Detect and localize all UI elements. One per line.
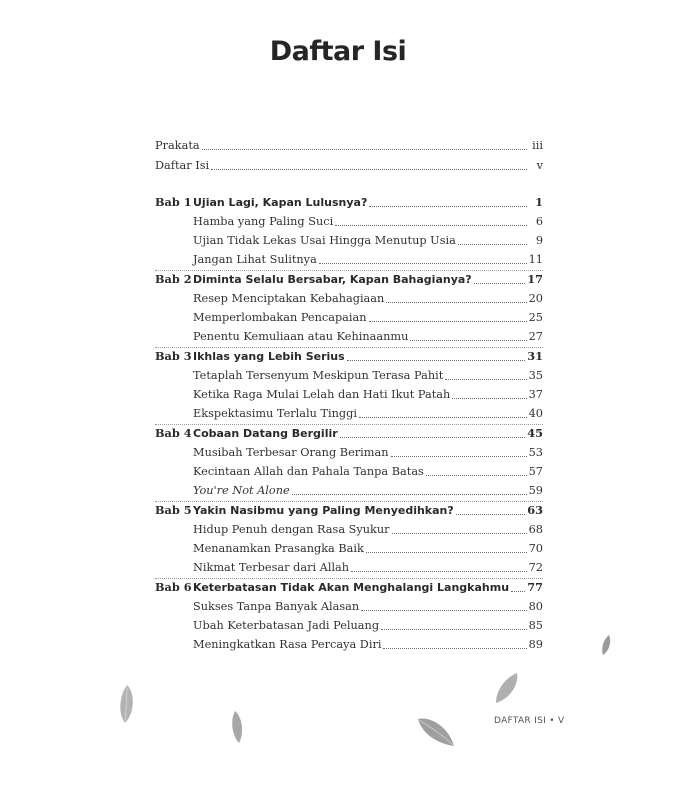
subentry-title: Ekspektasimu Terlalu Tinggi — [193, 407, 357, 420]
dot-leader — [361, 597, 526, 611]
subentry-page: 9 — [535, 234, 543, 247]
toc-entry-page: v — [536, 159, 543, 172]
dot-leader — [369, 308, 527, 322]
subentry-title: Musibah Terbesar Orang Beriman — [193, 446, 389, 459]
leaf-icon — [600, 634, 612, 656]
toc-subentry[interactable] — [155, 635, 543, 654]
leaf-icon — [493, 672, 519, 704]
toc-subentry[interactable] — [155, 597, 543, 616]
toc-chapter-4[interactable] — [155, 424, 543, 443]
dot-leader — [211, 156, 527, 170]
subentry-title: You're Not Alone — [193, 484, 290, 497]
subentry-page: 35 — [528, 369, 543, 382]
dot-leader — [474, 270, 526, 284]
toc-subentry[interactable] — [155, 443, 543, 462]
dot-leader — [386, 289, 526, 303]
chapter-page: 17 — [527, 272, 543, 286]
subentry-page: 57 — [528, 465, 543, 478]
dot-leader — [426, 462, 527, 476]
chapter-title: Ikhlas yang Lebih Serius — [193, 350, 345, 363]
dot-leader — [359, 404, 527, 418]
subentry-title: Sukses Tanpa Banyak Alasan — [193, 600, 360, 613]
chapter-number: Bab 2 — [155, 272, 192, 286]
chapter-page: 63 — [527, 503, 543, 517]
subentry-title: Jangan Lihat Sulitnya — [193, 253, 317, 266]
toc-subentry[interactable] — [155, 558, 543, 577]
chapter-title: Diminta Selalu Bersabar, Kapan Bahagianya? — [193, 273, 472, 286]
subentry-page: 27 — [528, 330, 543, 343]
chapter-number: Bab 3 — [155, 349, 192, 363]
dot-leader — [511, 578, 525, 592]
toc-subentry[interactable] — [155, 308, 543, 327]
subentry-page: 20 — [528, 292, 543, 305]
subentry-title: Resep Menciptakan Kebahagiaan — [193, 292, 385, 305]
page-footer: DAFTAR ISI • V — [494, 716, 565, 726]
dot-leader — [340, 424, 526, 438]
subentry-page: 11 — [528, 253, 543, 266]
toc-subentry[interactable] — [155, 462, 543, 481]
toc-entry-page: iii — [532, 139, 543, 152]
toc-chapter-6[interactable] — [155, 578, 543, 597]
chapter-title: Keterbatasan Tidak Akan Menghalangi Langkahmu — [193, 581, 510, 594]
subentry-title: Meningkatkan Rasa Percaya Diri — [193, 638, 382, 651]
leaf-icon — [116, 684, 138, 724]
chapter-number: Bab 6 — [155, 580, 192, 594]
chapter-page: 77 — [527, 580, 543, 594]
toc-chapter-3[interactable] — [155, 347, 543, 366]
chapter-page: 31 — [527, 349, 543, 363]
dot-leader — [381, 616, 527, 630]
subentry-title: Penentu Kemuliaan atau Kehinaanmu — [193, 330, 409, 343]
subentry-page: 37 — [528, 388, 543, 401]
page-title: Daftar Isi — [269, 36, 407, 67]
toc-subentry[interactable] — [155, 481, 543, 500]
subentry-title: Ubah Keterbatasan Jadi Peluang — [193, 619, 380, 632]
dot-leader — [410, 327, 526, 341]
subentry-title: Kecintaan Allah dan Pahala Tanpa Batas — [193, 465, 424, 478]
chapter-number: Bab 4 — [155, 426, 192, 440]
dot-leader — [202, 136, 527, 150]
dot-leader — [383, 635, 526, 649]
chapter-number: Bab 5 — [155, 503, 192, 517]
toc-chapter-2[interactable] — [155, 270, 543, 289]
chapter-page: 1 — [535, 195, 543, 209]
toc-subentry[interactable] — [155, 327, 543, 346]
subentry-page: 53 — [528, 446, 543, 459]
subentry-title: Ketika Raga Mulai Lelah dan Hati Ikut Patah — [193, 388, 451, 401]
subentry-page: 25 — [528, 311, 543, 324]
leaf-icon — [229, 710, 245, 744]
subentry-title: Hidup Penuh dengan Rasa Syukur — [193, 523, 390, 536]
leaf-icon — [416, 716, 456, 748]
dot-leader — [292, 481, 527, 495]
toc-subentry[interactable] — [155, 289, 543, 308]
toc-entry-daftar-isi[interactable] — [155, 156, 543, 175]
subentry-title: Menanamkan Prasangka Baik — [193, 542, 364, 555]
dot-leader — [445, 366, 526, 380]
chapter-title: Yakin Nasibmu yang Paling Menyedihkan? — [193, 504, 454, 517]
subentry-page: 40 — [528, 407, 543, 420]
subentry-page: 89 — [528, 638, 543, 651]
toc-entry-prakata[interactable] — [155, 136, 543, 155]
toc-chapter-5[interactable] — [155, 501, 543, 520]
dot-leader — [347, 347, 526, 361]
subentry-page: 59 — [528, 484, 543, 497]
subentry-title: Hamba yang Paling Suci — [193, 215, 334, 228]
toc-chapter-1[interactable] — [155, 193, 543, 212]
dot-leader — [392, 520, 527, 534]
subentry-title: Tetaplah Tersenyum Meskipun Terasa Pahit — [193, 369, 444, 382]
dot-leader — [335, 212, 527, 226]
subentry-title: Memperlombakan Pencapaian — [193, 311, 367, 324]
dot-leader — [369, 193, 527, 207]
subentry-page: 70 — [528, 542, 543, 555]
toc-subentry[interactable] — [155, 539, 543, 558]
subentry-title: Nikmat Terbesar dari Allah — [193, 561, 350, 574]
dot-leader — [366, 539, 527, 553]
toc-entry-label: Daftar Isi — [155, 159, 210, 172]
dot-leader — [452, 385, 526, 399]
subentry-page: 68 — [528, 523, 543, 536]
chapter-page: 45 — [527, 426, 543, 440]
toc-subentry[interactable] — [155, 250, 543, 269]
subentry-page: 85 — [528, 619, 543, 632]
toc-subentry[interactable] — [155, 366, 543, 385]
dot-leader — [351, 558, 527, 572]
toc-entry-label: Prakata — [155, 139, 200, 152]
toc-subentry[interactable] — [155, 616, 543, 635]
subentry-page: 72 — [528, 561, 543, 574]
toc-subentry[interactable] — [155, 385, 543, 404]
toc-subentry[interactable] — [155, 404, 543, 423]
dot-leader — [458, 231, 527, 245]
dot-leader — [319, 250, 527, 264]
toc-subentry[interactable] — [155, 231, 543, 250]
dot-leader — [456, 501, 526, 515]
chapter-title: Cobaan Datang Bergilir — [193, 427, 338, 440]
chapter-number: Bab 1 — [155, 195, 192, 209]
subentry-title: Ujian Tidak Lekas Usai Hingga Menutup Usia — [193, 234, 456, 247]
toc-subentry[interactable] — [155, 212, 543, 231]
subentry-page: 6 — [535, 215, 543, 228]
dot-leader — [391, 443, 527, 457]
chapter-title: Ujian Lagi, Kapan Lulusnya? — [193, 196, 368, 209]
subentry-page: 80 — [528, 600, 543, 613]
toc-subentry[interactable] — [155, 520, 543, 539]
